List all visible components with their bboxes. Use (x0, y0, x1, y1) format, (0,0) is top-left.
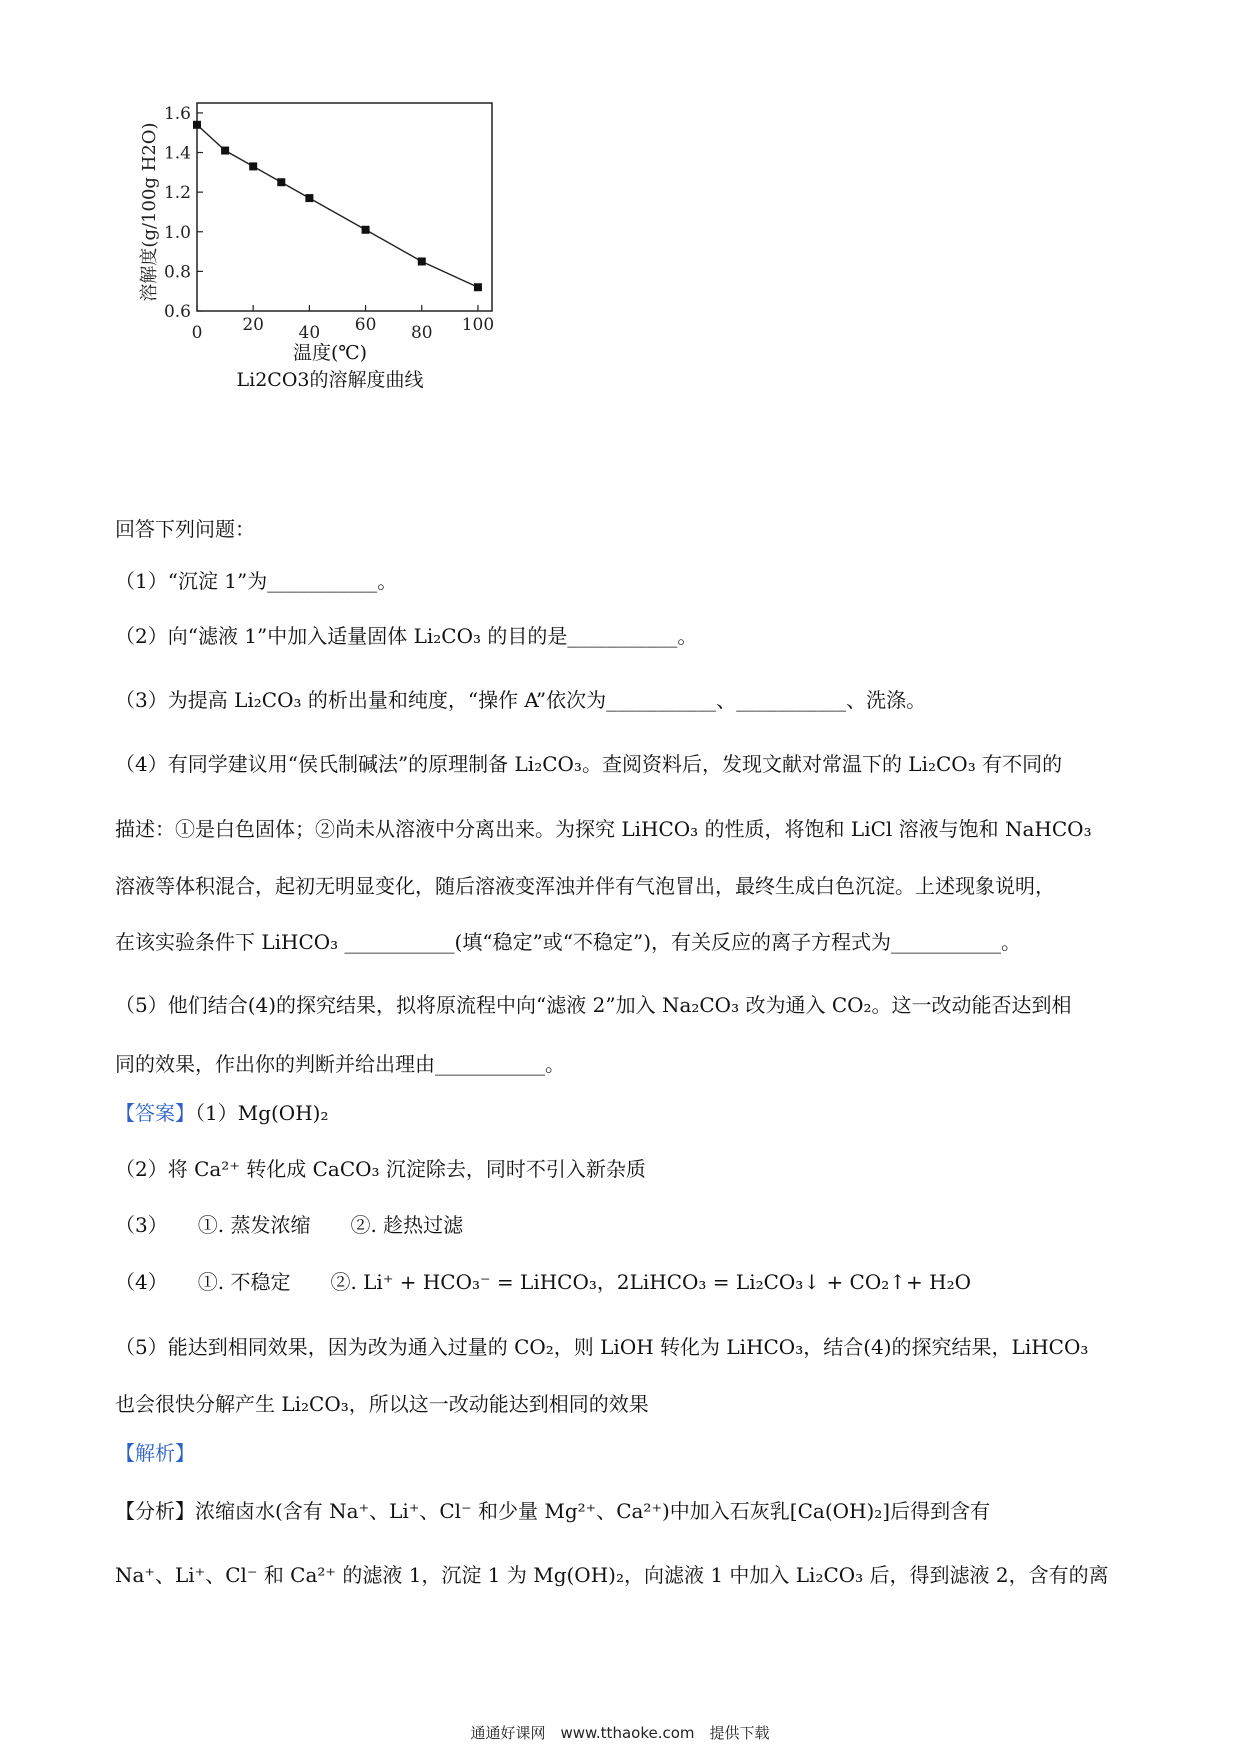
answer-2: （2）将 Ca²⁺ 转化成 CaCO₃ 沉淀除去，同时不引入新杂质 (115, 1157, 646, 1181)
question-4-line-2: 描述：①是白色固体；②尚未从溶液中分离出来。为探究 LiHCO₃ 的性质，将饱和 LiCl 溶液与饱和 NaHCO₃ (115, 817, 1092, 841)
question-5-line-2: 同的效果，作出你的判断并给出理由___________。 (115, 1052, 565, 1076)
x-tick-label: 40 (298, 323, 321, 343)
plot-frame (197, 103, 492, 311)
y-tick-label: 0.8 (163, 262, 191, 283)
data-point (474, 283, 482, 291)
data-point (221, 147, 229, 155)
data-point (362, 226, 370, 234)
chart-caption: Li2CO3的溶解度曲线 (236, 369, 424, 391)
series-markers (193, 121, 482, 291)
x-tick-label: 20 (242, 315, 265, 335)
answer-tag: 【答案】 (115, 1101, 195, 1125)
y-tick-label: 0.6 (163, 302, 191, 322)
data-point (249, 162, 257, 170)
question-2: （2）向“滤液 1”中加入适量固体 Li₂CO₃ 的目的是___________。 (115, 624, 698, 648)
y-tick-label: 1.6 (163, 103, 191, 124)
y-tick-label: 1.2 (163, 183, 191, 204)
question-3: （3）为提高 Li₂CO₃ 的析出量和纯度，“操作 A”依次为___________、___________、洗涤。 (115, 688, 927, 712)
answer-line-1 (115, 1099, 328, 1127)
series-line (197, 125, 478, 287)
analysis-line-2: Na⁺、Li⁺、Cl⁻ 和 Ca²⁺ 的滤液 1，沉淀 1 为 Mg(OH)₂，向滤液 1 中加入 Li₂CO₃ 后，得到滤液 2，含有的离 (115, 1563, 1109, 1587)
answer-5-line-2: 也会很快分解产生 Li₂CO₃，所以这一改动能达到相同的效果 (115, 1392, 649, 1416)
question-4-line-3: 溶液等体积混合，起初无明显变化，随后溶液变浑浊并伴有气泡冒出，最终生成白色沉淀。上述现象说明， (115, 874, 1055, 898)
data-point (193, 121, 201, 129)
analysis-line-1: 【分析】浓缩卤水(含有 Na⁺、Li⁺、Cl⁻ 和少量 Mg²⁺、Ca²⁺)中加入石灰乳[Ca(OH)₂]后得到含有 (115, 1499, 991, 1523)
analysis-tag: 【解析】 (115, 1441, 195, 1465)
answer-4: （4） ①. 不稳定 ②. Li⁺ + HCO₃⁻ = LiHCO₃，2LiHCO₃ = Li₂CO₃↓ + CO₂↑+ H₂O (115, 1270, 972, 1294)
page-footer: 通通好课网 www.tthaoke.com 提供下载 (470, 1724, 770, 1742)
solubility-chart (120, 100, 500, 440)
answer-1: （1）Mg(OH)₂ (195, 1101, 329, 1125)
x-axis-label: 温度(℃) (292, 342, 368, 364)
y-axis-label: 溶解度(g/100g H2O) (139, 122, 160, 302)
question-intro: 回答下列问题： (115, 517, 255, 541)
question-4-line-1: （4）有同学建议用“侯氏制碱法”的原理制备 Li₂CO₃。查阅资料后，发现文献对常温下的 Li₂CO₃ 有不同的 (115, 752, 1063, 776)
answer-3: （3） ①. 蒸发浓缩 ②. 趁热过滤 (115, 1213, 464, 1237)
question-5-line-1: （5）他们结合(4)的探究结果，拟将原流程中向“滤液 2”加入 Na₂CO₃ 改为通入 CO₂。这一改动能否达到相 (115, 993, 1072, 1017)
question-4-line-4: 在该实验条件下 LiHCO₃ ___________(填“稳定”或“不稳定”)，有关反应的离子方程式为___________。 (115, 930, 1022, 954)
x-tick-label: 0 (191, 323, 203, 343)
data-point (305, 194, 313, 202)
y-tick-label: 1.0 (163, 222, 191, 243)
y-tick-label: 1.4 (163, 143, 191, 164)
x-tick-label: 60 (354, 315, 377, 335)
data-point (277, 178, 285, 186)
answer-5-line-1: （5）能达到相同效果，因为改为通入过量的 CO₂，则 LiOH 转化为 LiHCO₃，结合(4)的探究结果，LiHCO₃ (115, 1335, 1089, 1359)
x-tick-label: 100 (461, 315, 495, 335)
question-1: （1）“沉淀 1”为___________。 (115, 569, 398, 593)
data-point (418, 257, 426, 265)
x-tick-label: 80 (410, 323, 433, 343)
